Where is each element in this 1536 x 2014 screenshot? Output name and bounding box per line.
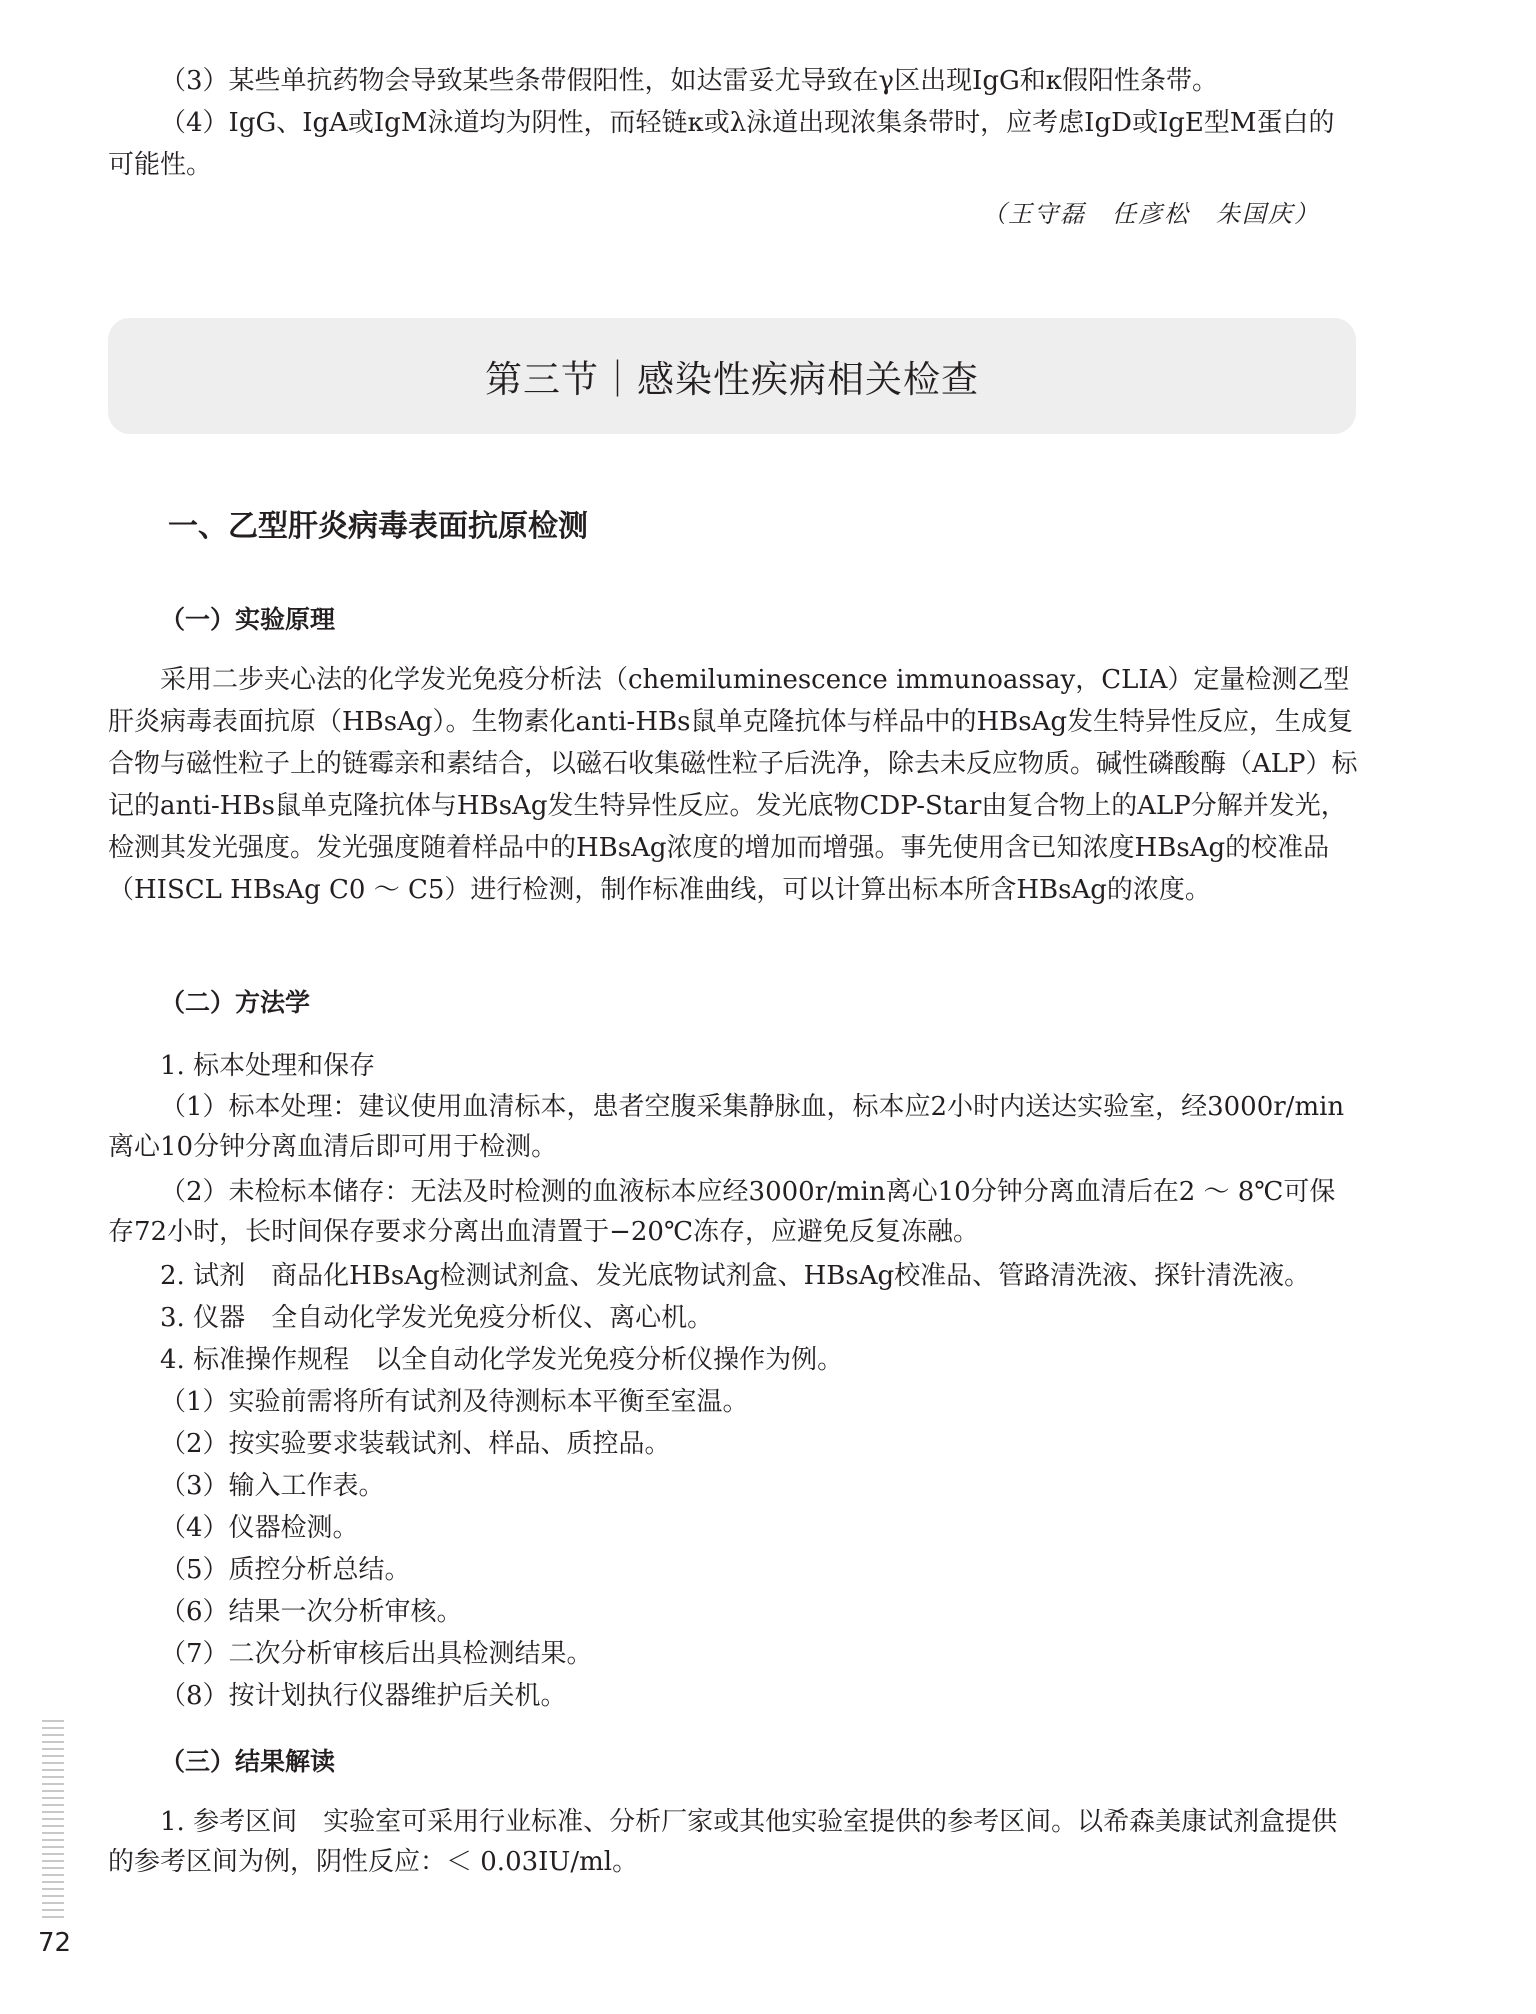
intro-item-4: （4）IgG、IgA或IgM泳道均为阴性，而轻链κ或λ泳道出现浓集条带时，应考虑IgD或IgE型M蛋白的可能性。	[108, 108, 1335, 180]
heading-method: （二）方法学	[160, 988, 311, 1017]
step-1: （1）实验前需将所有试剂及待测标本平衡至室温。	[160, 1387, 749, 1417]
sample-storage: （2）未检标本储存：无法及时检测的血液标本应经3000r/min离心10分钟分离血清后在2 ～ 8℃可保存72小时，长时间保存要求分离出血清置于−20℃冻存，应避免反复冻融。	[108, 1177, 1336, 1247]
heading-hbsag-detection: 一、乙型肝炎病毒表面抗原检测	[168, 509, 588, 544]
page-number: 72	[38, 1928, 72, 1958]
authors: （王守磊 任彦松 朱国庆）	[982, 200, 1320, 228]
sop-line: 4. 标准操作规程 以全自动化学发光免疫分析仪操作为例。	[160, 1345, 844, 1375]
reagent-line: 2. 试剂 商品化HBsAg检测试剂盒、发光底物试剂盒、HBsAg校准品、管路清洗液、探针清洗液。	[160, 1261, 1311, 1291]
page-margin-rule	[42, 1720, 64, 1920]
reference-range: 1. 参考区间 实验室可采用行业标准、分析厂家或其他实验室提供的参考区间。以希森美康试剂盒提供的参考区间为例，阴性反应：＜ 0.03IU/ml。	[108, 1807, 1338, 1877]
step-5: （5）质控分析总结。	[160, 1555, 411, 1585]
sample-title: 1. 标本处理和保存	[160, 1051, 376, 1081]
step-4: （4）仪器检测。	[160, 1513, 359, 1543]
principle-text: 采用二步夹心法的化学发光免疫分析法（chemiluminescence immunoassay，CLIA）定量检测乙型肝炎病毒表面抗原（HBsAg）。生物素化anti-HBs鼠单克隆抗体与样品中的HBsAg发生特异性反应，生成复合物与磁性粒子上的链霉亲和素结合，以磁石收集磁性粒子后洗净，除去未反应物质。碱性磷酸酶（ALP）标记的anti-HBs鼠单克隆抗体与HBsAg发生特异性反应。发光底物CDP-Star由复合物上的ALP分解并发光，检测其发光强度。发光强度随着样品中的HBsAg浓度的增加而增强。事先使用含已知浓度HBsAg的校准品（HISCL HBsAg C0 ～ C5）进行检测，制作标准曲线，可以计算出标本所含HBsAg的浓度。	[108, 665, 1358, 905]
heading-results: （三）结果解读	[160, 1747, 336, 1776]
intro-item-3: （3）某些单抗药物会导致某些条带假阳性，如达雷妥尤导致在γ区出现IgG和κ假阳性条带。	[160, 66, 1219, 96]
instrument-line: 3. 仪器 全自动化学发光免疫分析仪、离心机。	[160, 1303, 714, 1333]
step-2: （2）按实验要求装载试剂、样品、质控品。	[160, 1429, 671, 1459]
heading-principle: （一）实验原理	[160, 605, 336, 634]
section-title: 第三节｜感染性疾病相关检查	[485, 358, 979, 401]
sample-processing: （1）标本处理：建议使用血清标本，患者空腹采集静脉血，标本应2小时内送达实验室，经3000r/min离心10分钟分离血清后即可用于检测。	[108, 1092, 1345, 1162]
step-8: （8）按计划执行仪器维护后关机。	[160, 1681, 567, 1711]
step-6: （6）结果一次分析审核。	[160, 1597, 463, 1627]
section-banner	[108, 318, 1356, 434]
step-3: （3）输入工作表。	[160, 1471, 385, 1501]
step-7: （7）二次分析审核后出具检测结果。	[160, 1639, 593, 1669]
